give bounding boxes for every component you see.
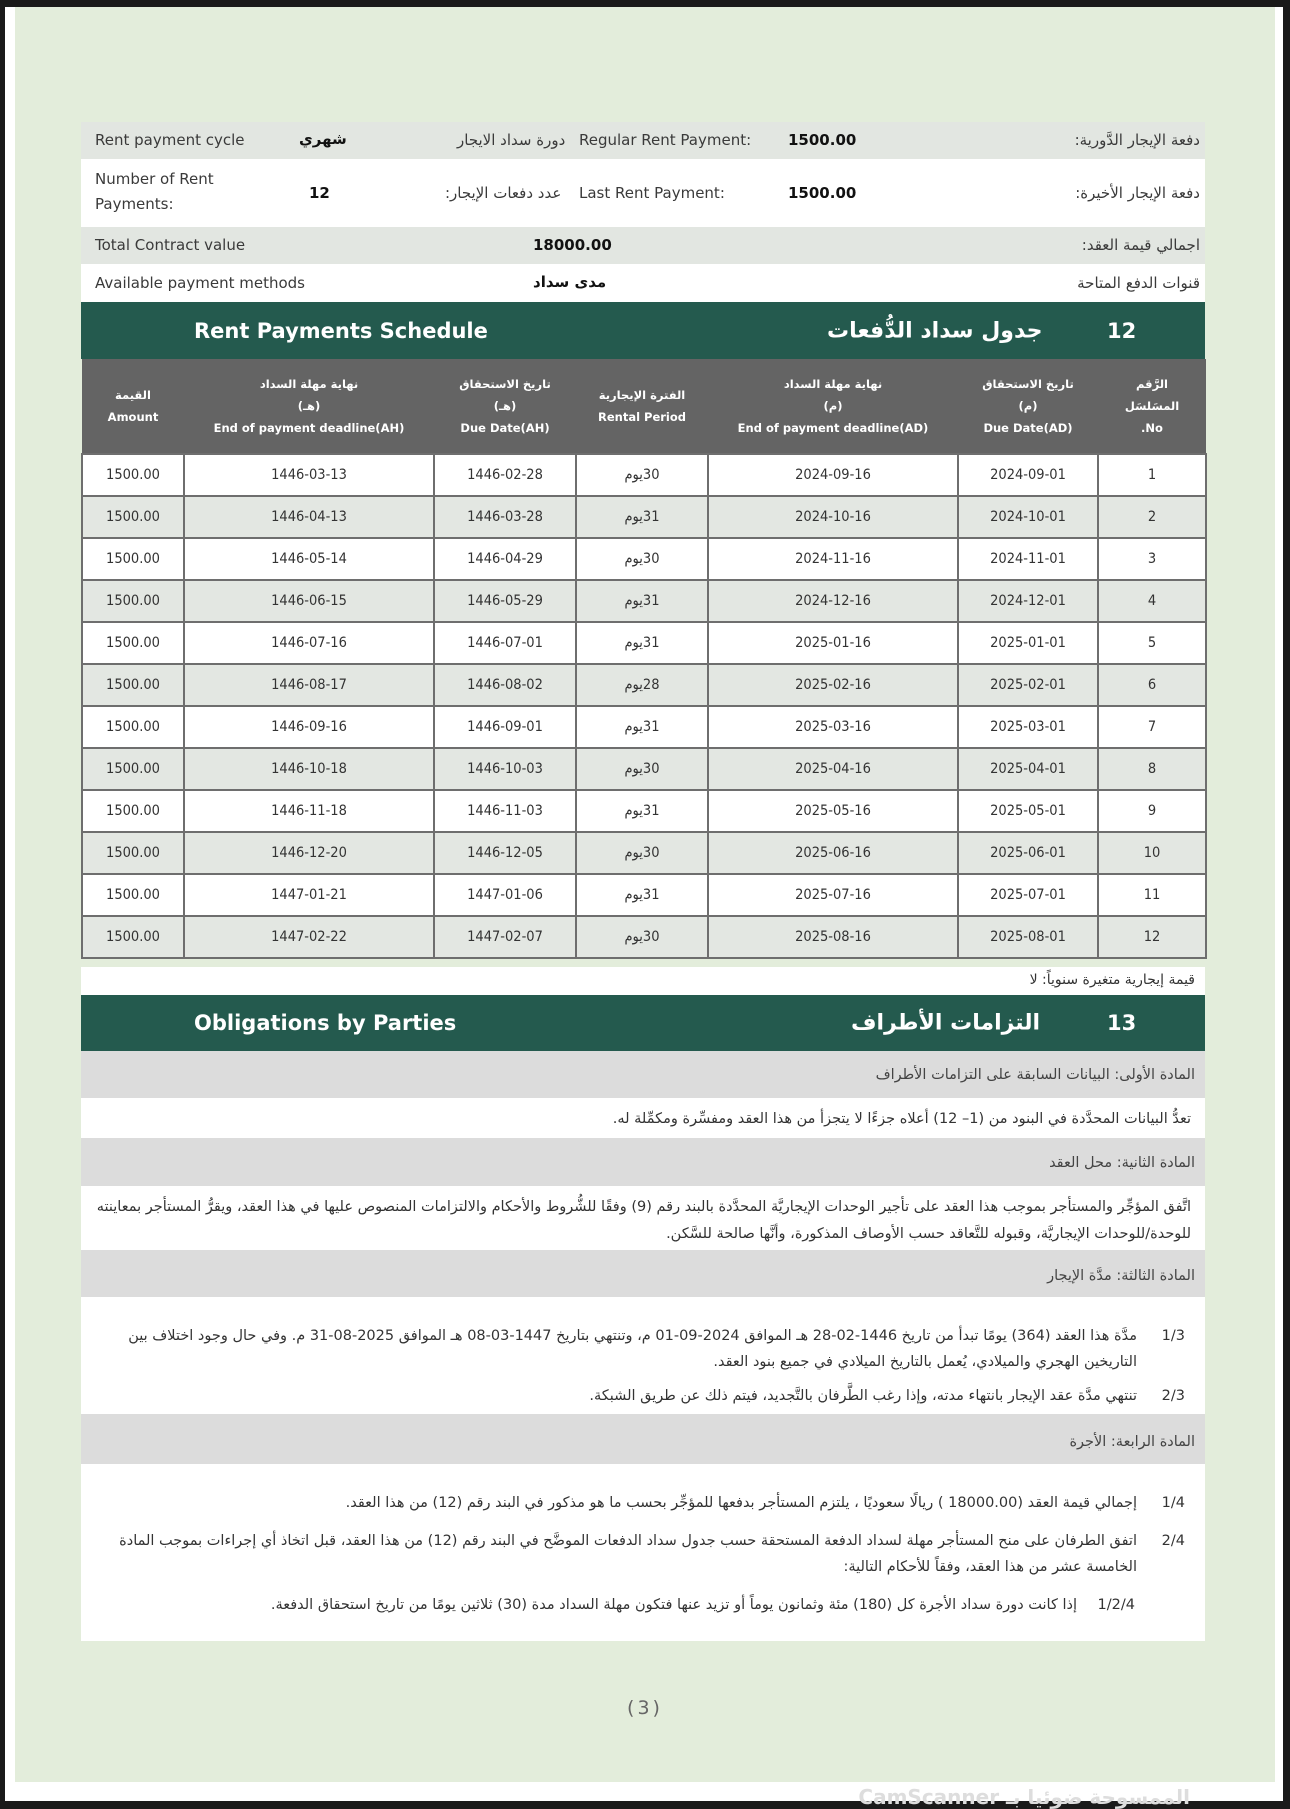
cell-due-ad: 2024-12-01 <box>958 580 1098 622</box>
total-value-label-en: Total Contract value <box>95 236 246 254</box>
cell-amount: 1500.00 <box>82 664 184 706</box>
clause-number-2-3: 2/3 <box>1161 1388 1185 1404</box>
cell-due-ah: 1446-05-29 <box>434 580 576 622</box>
variable-rent-note-row <box>81 967 1205 995</box>
article-1-heading: المادة الأولى: البيانات السابقة على التزامات الأطراف <box>875 1067 1195 1083</box>
article-1-heading-row <box>81 1051 1205 1098</box>
cell-end-ah: 1446-12-20 <box>184 832 434 874</box>
cell-due-ad: 2025-07-01 <box>958 874 1098 916</box>
obligations-section-number: 13 <box>1107 1011 1137 1035</box>
cell-due-ah: 1447-02-07 <box>434 916 576 958</box>
table-row <box>82 706 1206 748</box>
last-payment-label-en: Last Rent Payment: <box>579 184 725 202</box>
clause-number-1-2-4: 1/2/4 <box>1097 1597 1135 1613</box>
column-header-due-date-ad-sub: (م) <box>1018 399 1038 413</box>
article-3-body <box>81 1297 1205 1414</box>
column-header-end-deadline-ad-sub: (م) <box>823 399 843 413</box>
summary-row-count <box>81 159 1205 227</box>
column-header-due-date-ah <box>434 359 576 454</box>
cell-due-ah: 1446-10-03 <box>434 748 576 790</box>
cell-due-ad: 2025-01-01 <box>958 622 1098 664</box>
column-header-rental-period-ar: الفترة الإيجارية <box>598 388 686 402</box>
cell-period: 31يوم <box>576 580 708 622</box>
cell-end-ad: 2025-03-16 <box>708 706 958 748</box>
cell-no: 10 <box>1098 832 1206 874</box>
column-header-serial-no-ar: الرَّقم <box>1136 377 1168 391</box>
column-header-serial-no-en: .No <box>1141 421 1163 435</box>
column-header-due-date-ad-en: Due Date(AD) <box>983 421 1073 435</box>
cell-due-ad: 2024-11-01 <box>958 538 1098 580</box>
cell-due-ad: 2025-06-01 <box>958 832 1098 874</box>
cell-end-ad: 2025-08-16 <box>708 916 958 958</box>
payments-count-label-en-1: Number of Rent <box>95 170 214 188</box>
summary-row-methods <box>81 264 1205 302</box>
cell-period: 30يوم <box>576 454 708 496</box>
cell-due-ad: 2025-03-01 <box>958 706 1098 748</box>
column-header-serial-no <box>1098 359 1206 454</box>
cell-period: 30يوم <box>576 748 708 790</box>
column-header-due-date-ah-ar: تاريخ الاستحقاق <box>459 377 551 391</box>
cell-due-ad: 2024-09-01 <box>958 454 1098 496</box>
column-header-amount <box>82 359 184 454</box>
summary-row-cycle <box>81 122 1205 159</box>
article-1-clause-text: تعدُّ البيانات المحدَّدة في البنود من (1– 12) أعلاه جزءًا لا يتجزأ من هذا العقد ومفسِّرة ومكمِّلة له. <box>612 1111 1191 1127</box>
last-payment-label-ar: دفعة الإيجار الأخيرة: <box>1075 184 1200 202</box>
column-header-due-date-ah-sub: (هـ) <box>493 399 517 413</box>
cell-end-ad: 2024-11-16 <box>708 538 958 580</box>
clause-number-1-3: 1/3 <box>1161 1328 1185 1344</box>
cell-no: 8 <box>1098 748 1206 790</box>
cell-end-ah: 1446-03-13 <box>184 454 434 496</box>
cell-period: 31يوم <box>576 874 708 916</box>
payment-methods-label-ar: قنوات الدفع المتاحة <box>1077 274 1200 292</box>
column-header-end-deadline-ah-sub: (هـ) <box>297 399 321 413</box>
article-2-clause-text: اتَّفق المؤجِّر والمستأجر بموجب هذا العقد على تأجير الوحدات الإيجاريَّة المحدَّدة بالبند رقم (9) وفقًا للشُّروط والأحكام والالتزامات المنصوص عليها في هذا العقد، ويقرُّ المستأجر بمعاينته للوحدة/للوحدات الإيجاريَّة، وقبوله للتَّعاقد حسب الأوصاف المذكورة، وأنَّها صالحة للسَّكن. <box>96 1199 1191 1242</box>
payment-methods-label-en: Available payment methods <box>95 274 305 292</box>
cell-period: 28يوم <box>576 664 708 706</box>
article-3-heading: المادة الثالثة: مدَّة الإيجار <box>1047 1268 1195 1284</box>
table-row <box>82 790 1206 832</box>
article-1-clause <box>101 1098 1191 1132</box>
table-header-row <box>82 359 1206 454</box>
column-header-rental-period-en: Rental Period <box>597 410 687 424</box>
cell-due-ah: 1446-12-05 <box>434 832 576 874</box>
cell-end-ah: 1447-01-21 <box>184 874 434 916</box>
article-4-clause-1-text: إجمالي قيمة العقد (18000.00 ) ريالًا سعوديًا ، يلتزم المستأجر بدفعها للمؤجِّر بحسب ما هو مذكور في البند رقم (12) من هذا العقد. <box>345 1495 1137 1511</box>
article-4-clause-1 <box>101 1464 1185 1516</box>
article-4-clause-3 <box>101 1580 1185 1618</box>
article-1-body <box>81 1098 1205 1138</box>
payments-count-label-ar: عدد دفعات الإيجار: <box>445 184 562 202</box>
cell-due-ah: 1446-09-01 <box>434 706 576 748</box>
cell-end-ad: 2025-04-16 <box>708 748 958 790</box>
table-row <box>82 538 1206 580</box>
article-4-body <box>81 1464 1205 1641</box>
cell-period: 31يوم <box>576 706 708 748</box>
obligations-title-ar: التزامات الأطراف <box>851 1010 1041 1036</box>
obligations-section-header <box>81 995 1205 1051</box>
cell-end-ad: 2025-05-16 <box>708 790 958 832</box>
table-row <box>82 580 1206 622</box>
cell-due-ah: 1446-11-03 <box>434 790 576 832</box>
cell-end-ah: 1446-04-13 <box>184 496 434 538</box>
article-4-clause-2 <box>101 1516 1185 1580</box>
column-header-amount-en: Amount <box>107 410 159 424</box>
cell-due-ad: 2025-04-01 <box>958 748 1098 790</box>
regular-payment-label-ar: دفعة الإيجار الدَّورية: <box>1074 131 1200 149</box>
cell-due-ah: 1446-03-28 <box>434 496 576 538</box>
column-header-end-deadline-ad-en: End of payment deadline(AD) <box>737 421 929 435</box>
table-row <box>82 664 1206 706</box>
article-4-heading: المادة الرابعة: الأجرة <box>1069 1434 1195 1450</box>
cell-amount: 1500.00 <box>82 874 184 916</box>
column-header-end-deadline-ah <box>184 359 434 454</box>
cell-no: 6 <box>1098 664 1206 706</box>
cell-end-ad: 2024-10-16 <box>708 496 958 538</box>
cell-end-ah: 1446-11-18 <box>184 790 434 832</box>
article-3-clause-2-text: تنتهي مدَّة عقد الإيجار بانتهاء مدته، وإذا رغب الطَّرفان بالتَّجديد، فيتم ذلك عن طريق الشبكة. <box>589 1388 1137 1404</box>
article-2-body <box>81 1186 1205 1250</box>
article-3-clause-1 <box>101 1297 1185 1375</box>
column-header-end-deadline-ad-ar: نهاية مهلة السداد <box>783 377 883 391</box>
cell-end-ad: 2025-02-16 <box>708 664 958 706</box>
cell-end-ah: 1446-09-16 <box>184 706 434 748</box>
cell-no: 7 <box>1098 706 1206 748</box>
article-3-clause-2 <box>101 1375 1185 1409</box>
cell-due-ah: 1446-04-29 <box>434 538 576 580</box>
contract-page-content <box>81 122 1205 1641</box>
schedule-title-ar: جدول سداد الدُّفعات <box>827 318 1043 343</box>
cell-period: 30يوم <box>576 832 708 874</box>
variable-rent-note: قيمة إيجارية متغيرة سنوياً: لا <box>1029 972 1195 988</box>
article-2-clause <box>95 1186 1191 1248</box>
article-4-clause-3-text: إذا كانت دورة سداد الأجرة كل (180) مئة وثمانون يوماً أو تزيد عنها فتكون مهلة السداد مدة (30) ثلاثين يومًا من تاريخ استحقاق الدفعة. <box>270 1597 1077 1613</box>
clause-number-1-4: 1/4 <box>1161 1495 1185 1511</box>
column-header-rental-period <box>576 359 708 454</box>
cell-end-ah: 1446-08-17 <box>184 664 434 706</box>
cell-amount: 1500.00 <box>82 454 184 496</box>
column-header-end-deadline-ah-en: End of payment deadline(AH) <box>213 421 405 435</box>
cell-due-ah: 1446-08-02 <box>434 664 576 706</box>
cell-end-ad: 2025-07-16 <box>708 874 958 916</box>
cell-amount: 1500.00 <box>82 538 184 580</box>
table-row <box>82 832 1206 874</box>
cell-period: 30يوم <box>576 916 708 958</box>
last-payment-value: 1500.00 <box>788 184 857 202</box>
cell-end-ad: 2024-09-16 <box>708 454 958 496</box>
total-value-label-ar: اجمالي قيمة العقد: <box>1081 236 1200 254</box>
cell-no: 5 <box>1098 622 1206 664</box>
cell-due-ad: 2025-02-01 <box>958 664 1098 706</box>
cell-end-ah: 1446-07-16 <box>184 622 434 664</box>
cell-due-ah: 1446-07-01 <box>434 622 576 664</box>
column-header-due-date-ah-en: Due Date(AH) <box>460 421 550 435</box>
schedule-title-en: Rent Payments Schedule <box>194 318 488 343</box>
table-row <box>82 874 1206 916</box>
cell-no: 12 <box>1098 916 1206 958</box>
article-4-clause-2-text: اتفق الطرفان على منح المستأجر مهلة لسداد الدفعة المستحقة حسب جدول سداد الدفعات الموضَّح في البند رقم (12) من هذا العقد، قبل اتخاذ أي إجراءات بموجب المادة الخامسة عشر من هذا العقد، وفقاً للأحكام التالية: <box>119 1533 1137 1575</box>
cell-period: 31يوم <box>576 622 708 664</box>
cell-amount: 1500.00 <box>82 580 184 622</box>
column-header-end-deadline-ah-ar: نهاية مهلة السداد <box>259 377 359 391</box>
table-row <box>82 622 1206 664</box>
cell-end-ah: 1447-02-22 <box>184 916 434 958</box>
schedule-section-header <box>81 302 1205 359</box>
cell-no: 3 <box>1098 538 1206 580</box>
column-header-due-date-ad <box>958 359 1098 454</box>
cell-end-ad: 2025-01-16 <box>708 622 958 664</box>
cell-end-ad: 2025-06-16 <box>708 832 958 874</box>
cell-due-ad: 2025-05-01 <box>958 790 1098 832</box>
cell-period: 31يوم <box>576 496 708 538</box>
obligations-title-en: Obligations by Parties <box>194 1011 457 1035</box>
schedule-section-number: 12 <box>1107 318 1137 343</box>
cell-due-ad: 2025-08-01 <box>958 916 1098 958</box>
table-row <box>82 748 1206 790</box>
cell-amount: 1500.00 <box>82 748 184 790</box>
cell-period: 31يوم <box>576 790 708 832</box>
payments-count-label-en-2: Payments: <box>95 195 174 213</box>
cell-amount: 1500.00 <box>82 916 184 958</box>
cell-amount: 1500.00 <box>82 832 184 874</box>
regular-payment-value: 1500.00 <box>788 131 857 149</box>
article-4-heading-row <box>81 1414 1205 1464</box>
cell-no: 4 <box>1098 580 1206 622</box>
cell-amount: 1500.00 <box>82 496 184 538</box>
cell-due-ad: 2024-10-01 <box>958 496 1098 538</box>
total-value: 18000.00 <box>533 236 612 254</box>
article-2-heading: المادة الثانية: محل العقد <box>1049 1155 1195 1171</box>
rent-payments-schedule-table <box>81 359 1207 959</box>
summary-row-total <box>81 227 1205 264</box>
cell-end-ad: 2024-12-16 <box>708 580 958 622</box>
payments-count-value: 12 <box>309 184 330 202</box>
cell-end-ah: 1446-06-15 <box>184 580 434 622</box>
rent-cycle-value: شهري <box>299 130 347 148</box>
clause-number-2-4: 2/4 <box>1161 1533 1185 1549</box>
column-header-serial-no-sub: المسَلسَل <box>1124 399 1180 413</box>
cell-no: 2 <box>1098 496 1206 538</box>
column-header-end-deadline-ad <box>708 359 958 454</box>
table-row <box>82 454 1206 496</box>
column-header-amount-ar: القيمة <box>115 388 151 402</box>
page-number: (3) <box>627 1697 663 1719</box>
rent-cycle-label-ar: دورة سداد الايجار <box>457 131 566 149</box>
rent-cycle-label-en: Rent payment cycle <box>95 131 245 149</box>
article-3-clause-1-text: مدَّة هذا العقد (364) يومًا تبدأ من تاريخ 1446-02-28 هـ الموافق 2024-09-01 م، وتنتهي بتاريخ 1447-03-08 هـ الموافق 2025-08-31 م. وفي حال وجود اختلاف بين التاريخين الهجري والميلادي، يُعمل بالتاريخ الميلادي في جميع بنود العقد. <box>128 1328 1137 1370</box>
cell-end-ah: 1446-10-18 <box>184 748 434 790</box>
cell-end-ah: 1446-05-14 <box>184 538 434 580</box>
payment-methods-value: مدى سداد <box>533 273 607 291</box>
cell-due-ah: 1446-02-28 <box>434 454 576 496</box>
regular-payment-label-en: Regular Rent Payment: <box>579 131 752 149</box>
cell-period: 30يوم <box>576 538 708 580</box>
cell-no: 11 <box>1098 874 1206 916</box>
cell-due-ah: 1447-01-06 <box>434 874 576 916</box>
cell-no: 9 <box>1098 790 1206 832</box>
cell-no: 1 <box>1098 454 1206 496</box>
column-header-due-date-ad-ar: تاريخ الاستحقاق <box>982 377 1074 391</box>
table-row <box>82 916 1206 958</box>
camscanner-watermark: الممسوحة ضوئيا بـ CamScanner <box>858 1785 1190 1809</box>
cell-amount: 1500.00 <box>82 622 184 664</box>
article-3-heading-row <box>81 1250 1205 1297</box>
cell-amount: 1500.00 <box>82 706 184 748</box>
article-2-heading-row <box>81 1138 1205 1186</box>
cell-amount: 1500.00 <box>82 790 184 832</box>
table-row <box>82 496 1206 538</box>
